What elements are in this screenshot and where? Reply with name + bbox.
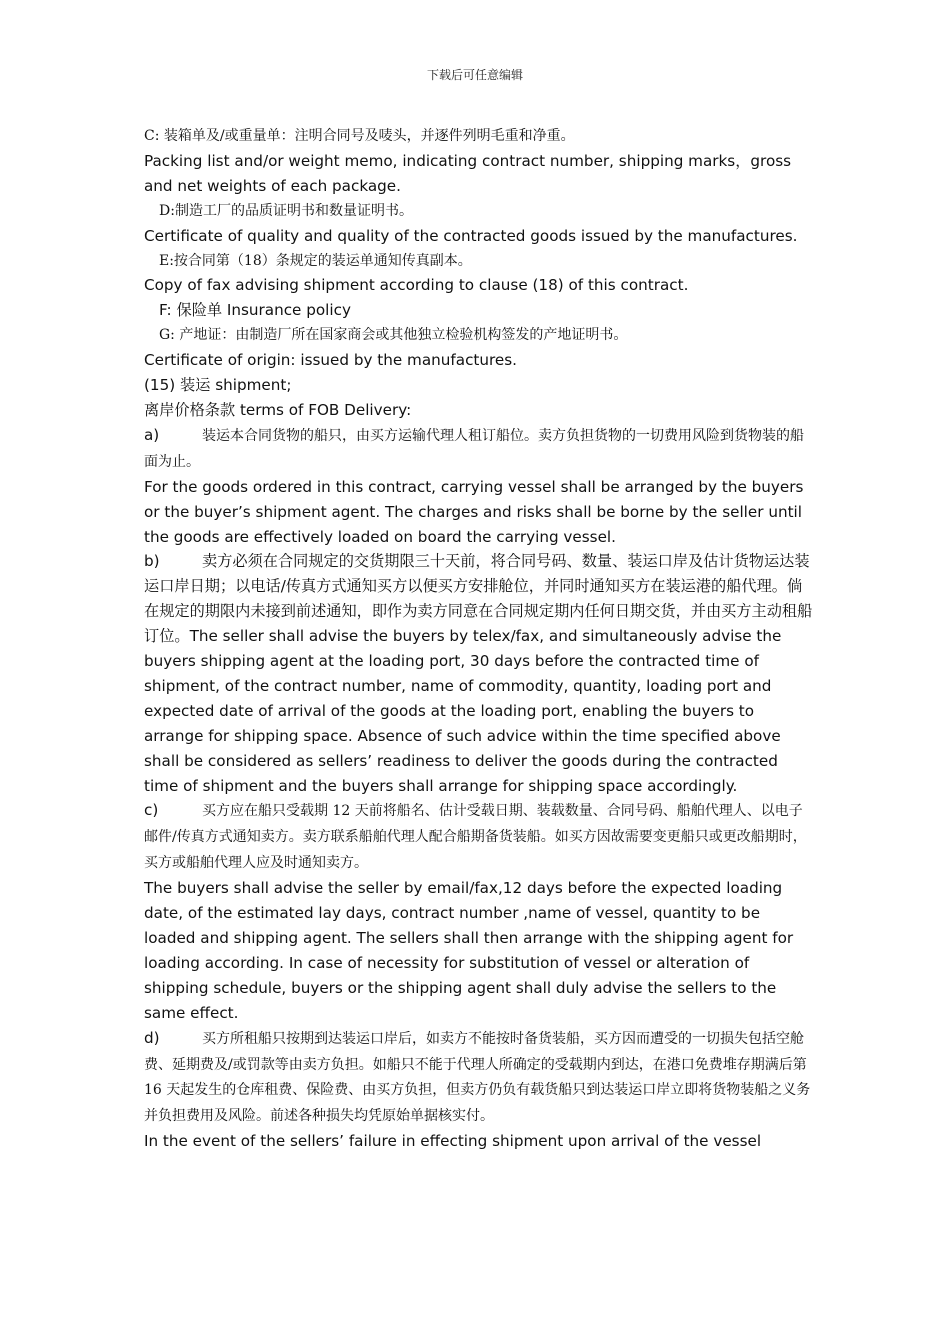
paragraph-c-en: Packing list and/or weight memo, indicating contract number, shipping marks，gross and net weights of each package.	[144, 151, 792, 195]
paragraph-e-en: Copy of fax advising shipment according to clause (18) of this contract.	[144, 276, 689, 295]
item-a-en: For the goods ordered in this contract, carrying vessel shall be arranged by the buyers or the buyer’s shipment agent. The charges and risks shall be borne by the seller until the goods are effectively loaded on board the carrying vessel.	[144, 477, 804, 546]
paragraph-f: F: 保险单 Insurance policy	[159, 301, 351, 320]
paragraph-g-cn: G: 产地证：由制造厂所在国家商会或其他独立检验机构签发的产地证明书。	[159, 327, 628, 344]
item-c-text: 买方应在船只受载期 12 天前将船名、估计受载日期、装载数量、合同号码、船舶代理人、以电子邮件/传真方式通知卖方。卖方联系船舶代理人配合船期备货装船。如买方因故需要变更船只或更改船期时，买方或船舶代理人应及时通知卖方。	[144, 803, 807, 872]
item-c-en: The buyers shall advise the seller by email/fax,12 days before the expected loading date, of the estimated lay days, contract number ,name of vessel, quantity to be loaded and shipping agent. The sellers shall then arrange with the shipping agent for loading according. In case of necessity for substitution of vessel or alteration of shipping schedule, buyers or the shipping agent shall duly advise the sellers to the same effect.	[144, 879, 794, 1022]
item-d-en: In the event of the sellers’ failure in effecting shipment upon arrival of the vessel	[144, 1132, 762, 1151]
item-d-label: d)	[144, 1028, 160, 1047]
item-d-text: 买方所租船只按期到达装运口岸后，如卖方不能按时备货装船，买方因而遭受的一切损失包括空舱费、延期费及/或罚款等由卖方负担。如船只不能于代理人所确定的受载期内到达，在港口免费堆存期满后第 16 天起发生的仓库租费、保险费、由买方负担，但卖方仍负有载货船只到达装运口岸立即将货物装船之义务并负担费用及风险。前述各种损失均凭原始单据核实付。	[144, 1030, 811, 1125]
item-c-cn	[144, 798, 814, 876]
paragraph-d-en: Certificate of quality and quality of the contracted goods issued by the manufactures.	[144, 226, 798, 245]
paragraph-e-cn: E:按合同第（18）条规定的装运单通知传真副本。	[159, 252, 472, 269]
item-a-label: a)	[144, 425, 160, 444]
fob-terms-heading: 离岸价格条款 terms of FOB Delivery:	[144, 400, 412, 419]
page-header: 下载后可任意编辑	[426, 68, 523, 82]
paragraph-c-cn: C: 装箱单及/或重量单：注明合同号及唛头，并逐件列明毛重和净重。	[144, 128, 575, 144]
item-b	[144, 549, 814, 798]
item-a-cn	[144, 423, 814, 475]
section-15-heading: (15) 装运 shipment;	[144, 376, 292, 395]
item-b-label: b)	[144, 552, 160, 571]
item-b-text: 卖方必须在合同规定的交货期限三十天前，将合同号码、数量、装运口岸及估计货物运达装运口岸日期；以电话/传真方式通知买方以便买方安排舱位，并同时通知买方在装运港的船代理。倘在规定的期限内未接到前述通知，即作为卖方同意在合同规定期内任何日期交货，并由买方主动租船订位。The seller shall advise the buyers by telex/fax, and simultaneously advise the buyers shipping agent at the loading port, 30 days before the contracted time of shipment, of the contract number, name of commodity, quantity, loading port and expected date of arrival of the goods at the loading port, enabling the buyers to arrange for shipping space. Absence of such advice within the time specified above shall be considered as sellers’ readiness to deliver the goods during the contracted time of shipment and the buyers shall arrange for shipping space accordingly.	[144, 552, 813, 795]
document-body	[144, 124, 814, 1154]
item-a-text: 装运本合同货物的船只，由买方运输代理人租订船位。卖方负担货物的一切费用风险到货物装的船面为止。	[144, 427, 804, 470]
item-d-cn	[144, 1026, 814, 1130]
item-c-label: c)	[144, 801, 159, 820]
paragraph-d-cn: D:制造工厂的品质证明书和数量证明书。	[159, 202, 413, 219]
paragraph-g-en: Certificate of origin: issued by the manufactures.	[144, 351, 517, 370]
